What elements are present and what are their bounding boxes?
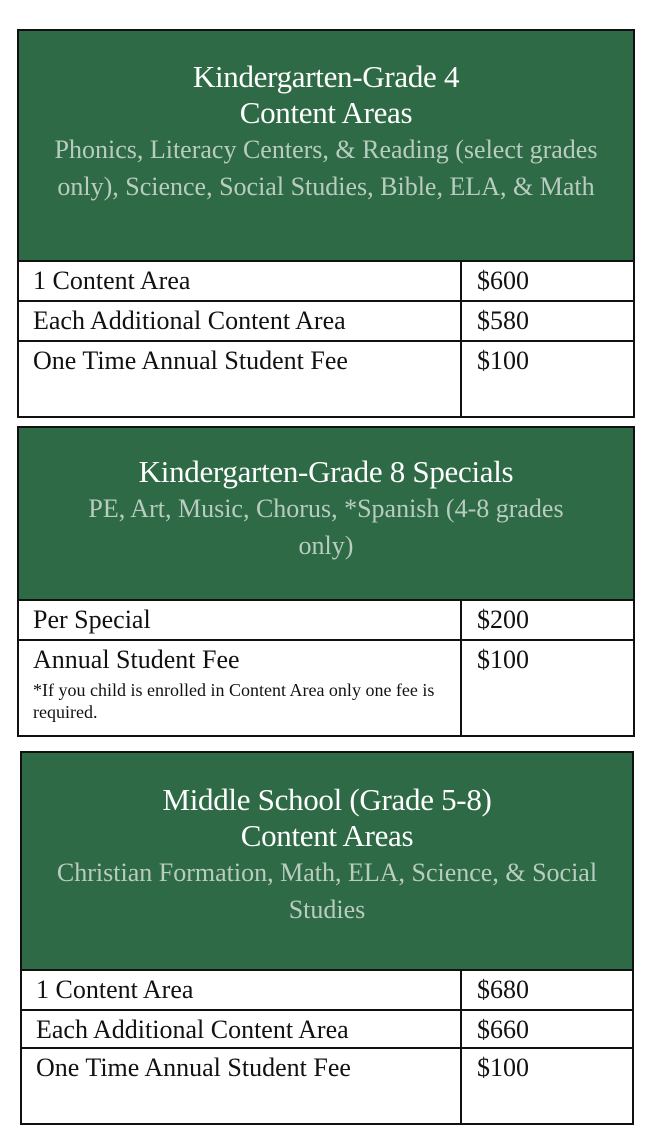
table-row [19, 342, 633, 416]
ms-title-line2: Content Areas [240, 818, 414, 853]
row-price: $580 [477, 306, 529, 335]
table-row [19, 302, 633, 342]
table-row [22, 1049, 632, 1123]
row-label: Each Additional Content Area [22, 1011, 462, 1047]
table-row [22, 971, 632, 1011]
k4-title-line2: Content Areas [239, 95, 413, 130]
ms-title-line1: Middle School (Grade 5-8) [162, 782, 492, 817]
k4-title-line1: Kindergarten-Grade 4 [192, 59, 460, 94]
row-label-group [19, 641, 462, 735]
row-price: $100 [477, 645, 529, 674]
table-row [19, 601, 633, 641]
table-row [19, 641, 633, 735]
row-label: Per Special [19, 601, 462, 639]
table-row [19, 262, 633, 302]
row-label: One Time Annual Student Fee [22, 1049, 462, 1123]
row-label: One Time Annual Student Fee [19, 342, 462, 416]
row-price: $100 [477, 346, 529, 375]
k4-subtitle: Phonics, Literacy Centers, & Reading (select grades only), Science, Social Studies, Bible, ELA, & Math [54, 135, 598, 201]
k4-content-areas-header [19, 31, 633, 262]
k8-specials-table [17, 426, 635, 737]
table-row [22, 1011, 632, 1049]
row-label: 1 Content Area [22, 971, 462, 1009]
row-price: $100 [477, 1053, 529, 1082]
k8-specials-header [19, 428, 633, 601]
row-price: $200 [477, 605, 529, 634]
middle-school-header [22, 753, 632, 971]
row-price: $600 [477, 266, 529, 295]
fee-note: *If you child is enrolled in Content Area only one fee is required. [33, 680, 435, 722]
row-price: $660 [477, 1015, 529, 1044]
ms-subtitle: Christian Formation, Math, ELA, Science, & Social Studies [56, 858, 598, 924]
middle-school-content-areas-table [20, 751, 634, 1125]
row-label: 1 Content Area [19, 262, 462, 300]
row-price: $680 [477, 975, 529, 1004]
k8-subtitle: PE, Art, Music, Chorus, *Spanish (4-8 grades only) [88, 494, 564, 560]
k8-title: Kindergarten-Grade 8 Specials [138, 454, 514, 489]
k4-content-areas-table [17, 29, 635, 418]
row-label: Each Additional Content Area [19, 302, 462, 340]
row-label: Annual Student Fee [33, 645, 240, 674]
